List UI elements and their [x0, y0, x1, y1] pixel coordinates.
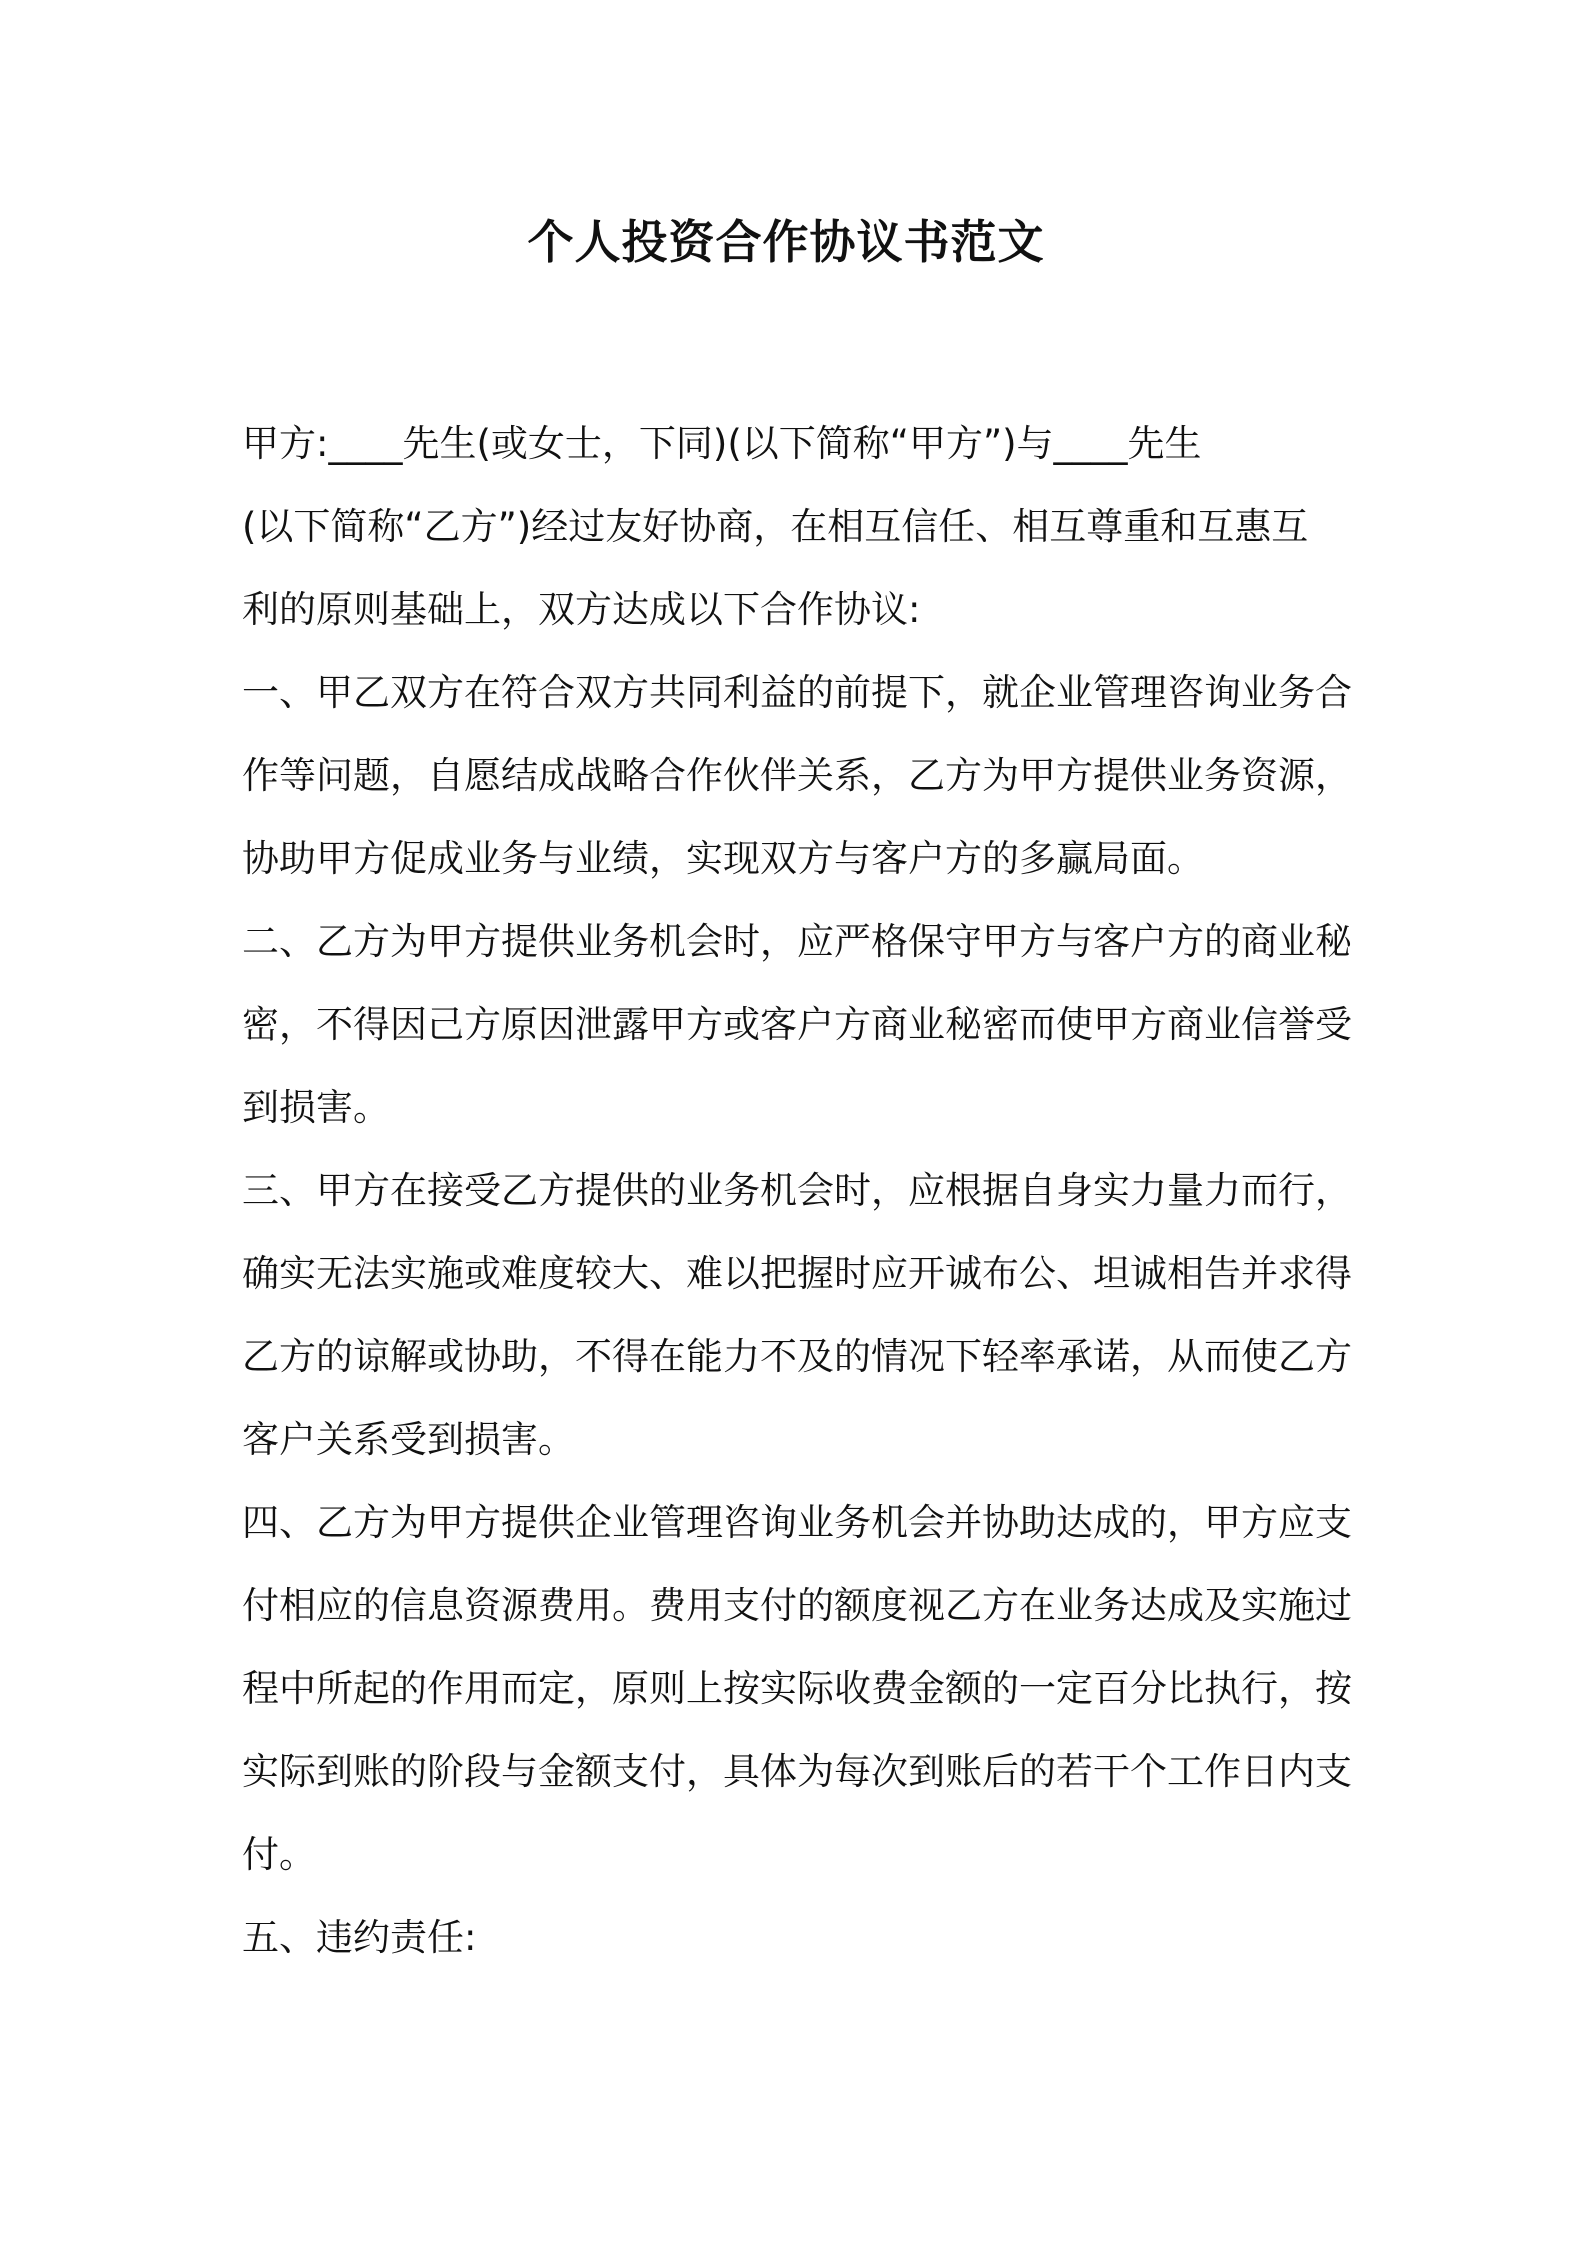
paragraph-party-intro-line-3: 利的原则基础上，双方达成以下合作协议:	[242, 588, 921, 631]
paragraph-party-intro-line-2: (以下简称“乙方”)经过友好协商，在相互信任、相互尊重和互惠互	[242, 505, 1309, 548]
document-title: 个人投资合作协议书范文	[527, 215, 1045, 269]
paragraph-party-intro-line-1: 甲方:____先生(或女士，下同)(以下简称“甲方”)与____先生	[242, 422, 1202, 465]
clause-4-line-5: 付。	[242, 1833, 316, 1876]
clause-5-heading: 五、违约责任:	[242, 1916, 477, 1959]
clause-4-line-2: 付相应的信息资源费用。费用支付的额度视乙方在业务达成及实施过	[242, 1584, 1352, 1627]
clause-2-line-2: 密，不得因己方原因泄露甲方或客户方商业秘密而使甲方商业信誉受	[242, 1003, 1352, 1046]
clause-4-line-3: 程中所起的作用而定，原则上按实际收费金额的一定百分比执行，按	[242, 1667, 1352, 1710]
clause-3-line-2: 确实无法实施或难度较大、难以把握时应开诚布公、坦诚相告并求得	[242, 1252, 1352, 1295]
clause-3-line-1: 三、甲方在接受乙方提供的业务机会时，应根据自身实力量力而行，	[242, 1169, 1352, 1212]
clause-3-line-4: 客户关系受到损害。	[242, 1418, 575, 1461]
clause-1-line-1: 一、甲乙双方在符合双方共同利益的前提下，就企业管理咨询业务合	[242, 671, 1352, 714]
clause-3-line-3: 乙方的谅解或协助，不得在能力不及的情况下轻率承诺，从而使乙方	[242, 1335, 1352, 1378]
clause-2-line-3: 到损害。	[242, 1086, 390, 1129]
clause-1-line-3: 协助甲方促成业务与业绩，实现双方与客户方的多赢局面。	[242, 837, 1204, 880]
document-body	[242, 402, 1360, 1979]
clause-2-line-1: 二、乙方为甲方提供业务机会时，应严格保守甲方与客户方的商业秘	[242, 920, 1352, 963]
clause-4-line-1: 四、乙方为甲方提供企业管理咨询业务机会并协助达成的，甲方应支	[242, 1501, 1352, 1544]
clause-4-line-4: 实际到账的阶段与金额支付，具体为每次到账后的若干个工作日内支	[242, 1750, 1352, 1793]
clause-1-line-2: 作等问题，自愿结成战略合作伙伴关系，乙方为甲方提供业务资源，	[242, 754, 1352, 797]
